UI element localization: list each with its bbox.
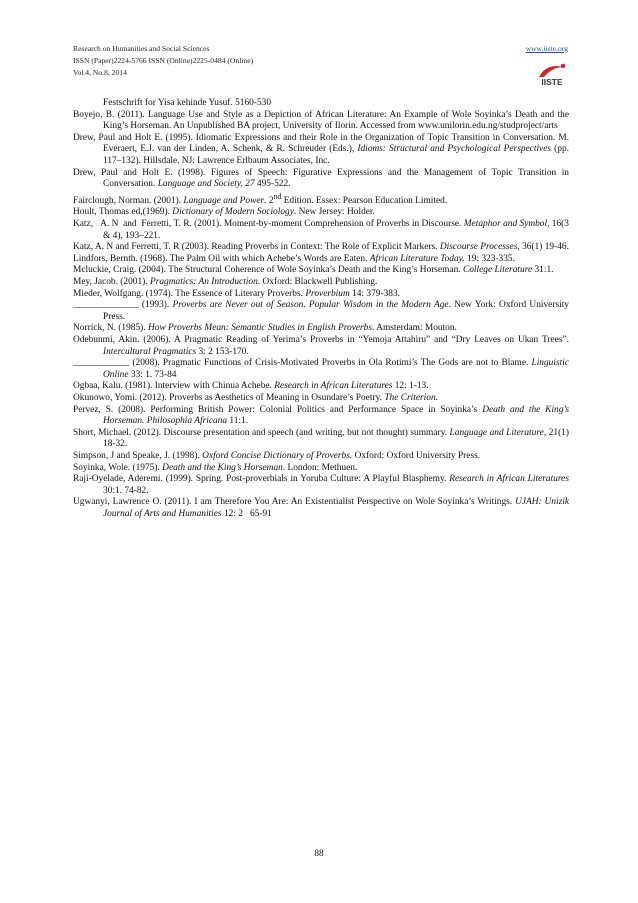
- journal-issn: ISSN (Paper)2224-5766 ISSN (Online)2225-0484 (Online): [73, 56, 254, 66]
- reference-entry: Mcluckie, Craig. (2004). The Structural Coherence of Wole Soyinka’s Death and the King’s Horseman. College Literature 31:1.: [73, 265, 554, 276]
- page-number: 88: [314, 849, 324, 859]
- journal-header: [73, 43, 253, 80]
- journal-title: Research on Humanities and Social Sciences: [73, 44, 210, 53]
- reference-entry: Lindfors, Bernth. (1968). The Palm Oil with which Achebe’s Words are Eaten. African Literature Today. 19: 323-335.: [73, 253, 515, 264]
- reference-entry: Raji-Oyelade, Aderemi. (1999). Spring. Post-proverbials in Yoruba Culture: A Playful Blasphemy. Research in African Literatures 30:1. 74-82.: [73, 474, 569, 496]
- reference-entry: Boyejo, B. (2011). Language Use and Style as a Depiction of African Literature: An Example of Wole Soyinka’s Death and the King’s Horseman. An Unpublished BA project, University of Ilorin. Accessed from www.unilorin.edu.ng/studproject/arts: [73, 109, 569, 132]
- reference-entry: Mey, Jacob. (2001). Pragmatics: An Introduction. Oxford: Blackwell Publishing.: [73, 277, 378, 288]
- reference-entry: ____________ (2008). Pragmatic Functions of Crisis-Motivated Proverbs in Ola Rotimi’s The Gods are not to Blame. Linguistic Online 33: 1. 73-84: [73, 358, 569, 380]
- reference-entry: Odebunmi, Akin. (2006). A Pragmatic Reading of Yerima’s Proverbs in “Yemoja Attahiru” and “Dry Leaves on Ukan Trees”. Intercultural Pragmatics 3: 2 153-170.: [73, 335, 569, 357]
- reference-entry: Mieder, Wolfgang. (1974). The Essence of Literary Proverbs. Proverbium 14: 379-383.: [73, 288, 401, 299]
- reference-entry: Ugwanyi, Lawrence O. (2011). I am Therefore You Are: An Existentialist Perspective on Wole Soyinka’s Writings. UJAH: Unizik Journal of Arts and Humanities 12: 2 65-91: [73, 497, 569, 519]
- reference-entry: Katz, A. N and Ferretti, T. R. (2001). Moment-by-moment Comprehension of Proverbs in Discourse. Metaphor and Symbol, 16(3 & 4), 193–221.: [73, 219, 569, 241]
- reference-entry: Katz, A. N and Ferretti, T. R (2003). Reading Proverbs in Context: The Role of Explicit Markers. Discourse Processes, 36(1) 19-46.: [73, 242, 569, 253]
- iiste-logo: [536, 61, 568, 87]
- reference-entry: Pervez, S. (2008). Performing British Power: Colonial Politics and Performance Space in Soyinka’s Death and the King’s Horseman. Philosophia Africana 11:1.: [73, 404, 569, 427]
- reference-entry: Festschrift for Yisa kehinde Yusuf. 5160-530: [103, 98, 272, 108]
- reference-entry: Soyinka, Wole. (1975). Death and the King’s Horseman. London: Methuen.: [73, 462, 358, 473]
- reference-list: [73, 98, 569, 521]
- site-link[interactable]: www.iiste.org: [525, 44, 568, 53]
- logo-text: IISTE: [541, 77, 563, 87]
- reference-entry: Drew, Paul and Holt E. (1998). Figures of Speech: Figurative Expressions and the Management of Topic Transition in Conversation. Language and Society, 27 495-522.: [73, 167, 569, 190]
- reference-entry: Short, Michael. (2012). Discourse presentation and speech (and writing, but not thought) summary. Language and Literature, 21(1) 18-32.: [73, 427, 569, 450]
- reference-entry: Simpson, J and Speake, J. (1998). Oxford Concise Dictionary of Proverbs. Oxford: Oxford University Press.: [73, 450, 481, 461]
- reference-entry: Norrick, N. (1985). How Proverbs Mean: Semantic Studies in English Proverbs. Amsterdam: Mouton.: [73, 323, 457, 334]
- reference-entry: Ogbaa, Kalu. (1981). Interview with Chinua Achebe. Research in African Literatures 12: 1-13.: [73, 381, 429, 392]
- reference-entry: ______________ (1993). Proverbs are Never out of Season. Popular Wisdom in the Modern Age. New York: Oxford University Press.: [73, 300, 569, 322]
- reference-entry: Hoult, Thomas ed,(1969). Dictionary of Modern Sociology. New Jersey: Holder.: [73, 207, 375, 218]
- reference-entry: Okunowo, Yomi. (2012). Proverbs as Aesthetics of Meaning in Osundare’s Poetry. The Criterion.: [73, 392, 438, 403]
- reference-entry: Drew, Paul and Holt E. (1995). Idiomatic Expressions and their Role in the Organization of Topic Transition in Conversation. M. Everaert, E.J. van der Linden, A. Schenk, & R. Schreuder (Eds.), Idioms: Structural and Psychological Perspectives (pp. 117–132). Hillsdale, NJ: Lawrence Erlbaum Associates, Inc.: [73, 132, 569, 166]
- reference-entry: Fairclough, Norman. (2001). Language and Power. 2nd Edition. Essex: Pearson Education Limited.: [73, 191, 448, 206]
- header-right: [510, 43, 568, 87]
- journal-volume: Vol.4, No.8, 2014: [73, 68, 127, 78]
